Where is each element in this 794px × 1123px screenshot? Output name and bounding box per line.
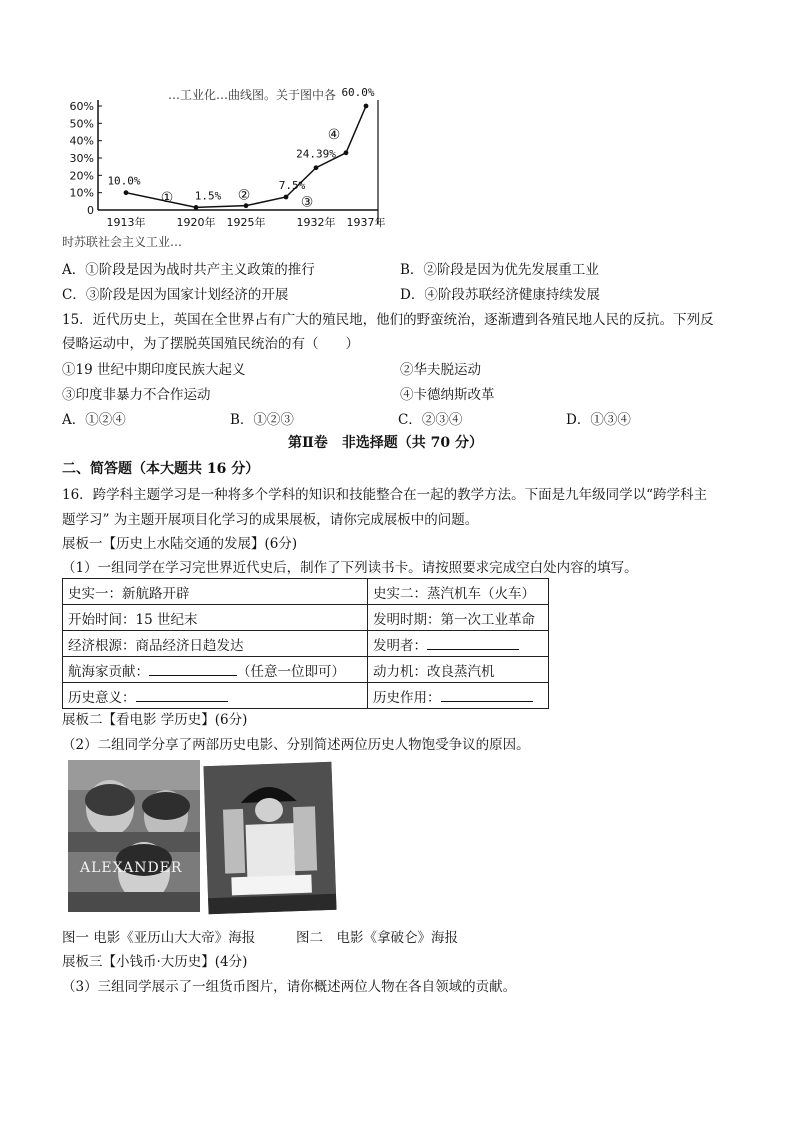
card-left-cell — [63, 657, 368, 683]
card-left-cell: 史实一：新航路开辟 — [63, 579, 368, 605]
card-row — [63, 631, 549, 657]
y-tick-label: 10% — [69, 186, 94, 200]
q16-sub1: （1）一组同学在学习完世界近代史后，制作了下列读书卡。请按照要求完成空白处内容的填写。 — [62, 560, 638, 576]
x-tick-label: 1925年 — [226, 216, 266, 229]
role-label: 历史作用： — [373, 689, 441, 706]
y-tick-label: 50% — [69, 117, 94, 131]
chart-svg — [60, 88, 420, 248]
q15-option-b: B．①②③ — [230, 412, 294, 428]
section2-title: 二、简答题（本大题共 16 分） — [62, 461, 260, 477]
poster-caption-2: 图二 电影《拿破仑》海报 — [296, 930, 458, 946]
board2-heading: 展板二【看电影 学历史】(6分) — [62, 712, 248, 728]
q16-sub3: （3）三组同学展示了一组货币图片，请你概述两位人物在各自领域的贡献。 — [62, 979, 517, 995]
data-label: 60.0% — [341, 88, 375, 99]
data-labels — [107, 88, 374, 202]
chart-title: …工业化…曲线图。关于图中各 — [168, 88, 337, 102]
role-blank[interactable] — [441, 689, 533, 702]
card-row — [63, 579, 549, 605]
card-right-cell: 动力机：改良蒸汽机 — [368, 657, 549, 683]
card-right-cell: 发明时期：第一次工业革命 — [368, 605, 549, 631]
navigator-note: （任意一位即可） — [237, 663, 345, 680]
data-label: 7.5% — [278, 179, 306, 192]
poster-title-text: ALEXANDER — [80, 860, 183, 876]
x-tick-label: 1932年 — [296, 216, 336, 229]
q16-sub2: （2）二组同学分享了两部历史电影、分别简述两位历史人物饱受争议的原因。 — [62, 737, 530, 753]
napoleon-poster-art — [203, 762, 336, 914]
y-axis-ticks — [70, 100, 102, 217]
data-point — [364, 104, 369, 109]
data-point — [314, 165, 319, 170]
y-tick-label: 40% — [69, 134, 94, 148]
alexander-poster-art — [68, 760, 200, 912]
q15-stem-line2: 侵略运动中，为了摆脱英国殖民统治的有（ ） — [62, 336, 359, 352]
data-point — [244, 203, 249, 208]
card-row — [63, 683, 549, 709]
inventor-label: 发明者： — [373, 637, 427, 654]
y-tick-label: 0 — [87, 204, 94, 217]
inventor-blank[interactable] — [427, 637, 519, 650]
data-label: 24.39% — [296, 147, 336, 161]
alexander-poster — [68, 760, 200, 912]
card-left-cell: 开始时间：15 世纪末 — [63, 605, 368, 631]
board3-heading: 展板三【小钱币·大历史】(4分) — [62, 954, 248, 970]
reading-card-table — [62, 578, 549, 709]
y-tick-label: 20% — [69, 169, 94, 183]
data-label: 1.5% — [194, 189, 222, 203]
q15-item-3: ③印度非暴力不合作运动 — [62, 387, 211, 403]
card-row — [63, 605, 549, 631]
x-tick-label: 1913年 — [106, 216, 146, 229]
card-right-cell — [368, 631, 549, 657]
card-left-cell — [63, 683, 368, 709]
q14-option-c: C．③阶段是因为国家计划经济的开展 — [62, 287, 289, 303]
card-right-cell — [368, 683, 549, 709]
y-tick-label: 30% — [69, 152, 94, 165]
data-point — [284, 195, 289, 200]
card-left-cell: 经济根源：商品经济日趋发达 — [63, 631, 368, 657]
y-tick-label: 60% — [69, 100, 94, 113]
napoleon-poster — [203, 762, 336, 914]
q15-option-c: C．②③④ — [398, 412, 463, 428]
significance-blank[interactable] — [136, 689, 228, 702]
card-right-cell: 史实二：蒸汽机车（火车） — [368, 579, 549, 605]
q15-item-2: ②华夫脱运动 — [400, 362, 481, 378]
part2-title: 第Ⅱ卷 非选择题（共 70 分） — [288, 435, 484, 451]
q15-stem-line1: 15．近代历史上，英国在全世界占有广大的殖民地，他们的野蛮统治，逐渐遭到各殖民地人民的反抗。下列反 — [62, 312, 714, 328]
q14-option-d: D．④阶段苏联经济健康持续发展 — [400, 287, 600, 303]
stage-markers — [161, 127, 341, 211]
x-tick-label: 1920年 — [176, 216, 216, 229]
board1-heading: 展板一【历史上水陆交通的发展】(6分) — [62, 536, 298, 552]
q16-stem-line2: 题学习” 为主题开展项目化学习的成果展板，请你完成展板中的问题。 — [62, 512, 479, 528]
data-point — [344, 150, 349, 155]
q15-item-1: ①19 世纪中期印度民族大起义 — [62, 362, 246, 378]
stage-marker: ② — [237, 187, 251, 204]
data-point — [194, 205, 199, 210]
q14-option-b: B．②阶段是因为优先发展重工业 — [400, 262, 599, 278]
q15-item-4: ④卡德纳斯改革 — [400, 387, 495, 403]
line-chart — [60, 88, 420, 248]
navigator-label: 航海家贡献： — [68, 663, 149, 680]
significance-label: 历史意义： — [68, 689, 136, 706]
data-point — [124, 190, 129, 195]
x-tick-label: 1937年 — [346, 216, 386, 229]
card-row — [63, 657, 549, 683]
data-label: 10.0% — [107, 174, 141, 188]
stage-marker: ④ — [327, 126, 341, 143]
stage-marker: ③ — [300, 194, 314, 211]
q16-stem-line1: 16．跨学科主题学习是一种将多个学科的知识和技能整合在一起的教学方法。下面是九年级同学以“跨学科主 — [62, 487, 708, 503]
x-axis-ticks — [107, 215, 386, 229]
q15-option-a: A．①②④ — [62, 412, 126, 428]
q15-option-d: D．①③④ — [566, 412, 631, 428]
chart-footer: 时苏联社会主义工业… — [62, 235, 183, 248]
stage-marker: ① — [160, 190, 174, 207]
poster-caption-1: 图一 电影《亚历山大大帝》海报 — [62, 930, 256, 946]
navigator-blank[interactable] — [149, 663, 237, 676]
q14-option-a: A．①阶段是因为战时共产主义政策的推行 — [62, 262, 315, 278]
